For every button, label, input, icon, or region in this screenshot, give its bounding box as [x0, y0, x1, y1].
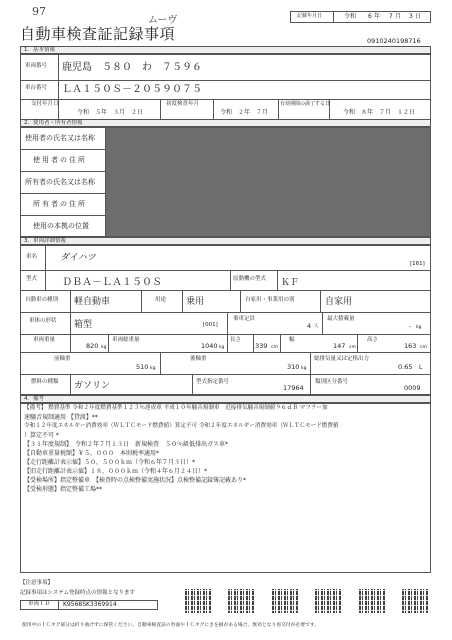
- section-user-owner-header: 2．使用者・所有者情報: [20, 119, 431, 127]
- issue-year: 6: [368, 13, 372, 20]
- body-shape-value: 箱型: [74, 320, 93, 330]
- max-load-label: 最大積載量: [327, 316, 355, 322]
- car-id-label: 車両ＩＤ: [28, 601, 51, 607]
- user-address-label: 使用者の住所: [33, 156, 87, 164]
- model-label: 型式: [26, 276, 38, 282]
- fuel-type-label: 燃料の種類: [31, 379, 59, 385]
- expiry-date-value: 令和 ８年 ７月 １２日: [343, 109, 416, 116]
- vehicle-weight-label: 車両重量: [33, 337, 56, 343]
- model-value: ＤＢＡ－ＬＡ１５０Ｓ: [62, 277, 162, 288]
- private-business-label: 自家用・事業用の別: [245, 297, 295, 303]
- engine-model-value: ＫＦ: [281, 278, 300, 288]
- section-basic-header: 1．基本情報: [20, 46, 431, 54]
- remark-line: 令和１２年度エネルギー消費効率（ＷＬＴＣモード燃費値）算定不可 令和２年度エネルギー消費効率（ＷＬＴＣモード燃費値: [24, 423, 339, 429]
- fuel-type-value: ガソリン: [74, 381, 111, 391]
- notes-text: 記録事項はシステム登録時点の情報となります: [20, 590, 135, 596]
- qr-code-3: [272, 589, 298, 613]
- gross-weight-value: 1040: [201, 342, 218, 350]
- body-shape-code: [001]: [203, 322, 218, 328]
- rear-axle-label: 後軸重: [190, 356, 207, 362]
- engine-model-label: 原動機の型式: [233, 276, 267, 282]
- remark-line: 【備考】 燃費基準 令和２年度燃費基準１２３％達成車 平成１０年騒音規制車 近接排気騒音規制値９６ｄＢ マフラー加: [24, 405, 328, 411]
- chassis-number-value: ＬＡ１５０Ｓ－２０５９０７５: [62, 84, 202, 95]
- user-name-label: 使用者の氏名又は名称: [25, 134, 95, 142]
- document-number: 0910240198716: [367, 37, 421, 45]
- notes-title: 【注意事項】: [20, 580, 54, 586]
- capacity-label: 乗車定員: [233, 316, 256, 322]
- displacement-value: 0.65: [398, 363, 413, 371]
- section-vehicle-header: 3．車両詳細情報: [20, 237, 431, 245]
- qr-code-2: [228, 589, 254, 613]
- capacity-value: 4: [307, 322, 312, 330]
- vehicle-weight-value: 820: [86, 342, 99, 350]
- type-designation-label: 型式指定番号: [196, 379, 230, 385]
- registration-number-label: 車両番号: [25, 63, 48, 69]
- chassis-number-label: 車台番号: [25, 85, 48, 91]
- issued-date-label: 交付年月日: [31, 101, 59, 107]
- remark-line: 速騒音規制適用 【貸渡】**: [24, 414, 98, 421]
- remark-line: 【受検形態】指定整備工場**: [24, 486, 103, 493]
- maker-label: 車名: [26, 254, 38, 260]
- first-registration-value: 令和 ２年 ７月: [220, 109, 269, 116]
- handwritten-note-right: ムーヴ: [148, 15, 178, 26]
- use-value: 乗用: [186, 297, 205, 307]
- height-value: 163: [404, 342, 417, 350]
- max-load-value: -: [409, 322, 412, 330]
- registration-number-value: 鹿児島 ５８０ わ ７５９６: [62, 62, 202, 73]
- length-value: 339: [255, 342, 268, 350]
- class-number-label: 類別区分番号: [315, 379, 349, 385]
- remark-line: ）算定不可 *: [24, 432, 59, 439]
- qr-code-5: [359, 589, 385, 613]
- bottom-note: 使用中のＩＣタグ部分は折り曲げずに保管ください。自動車検査証の券面やＩＣタグにきを損がある場合、無効となり再交付が必要です。: [22, 623, 320, 628]
- remark-line: 【自動車重量税額】￥５，０００ 本則税率適用*: [24, 450, 160, 457]
- displacement-label: 総排気量又は定格出力: [314, 356, 370, 362]
- rear-axle-value: 310: [287, 363, 300, 371]
- use-label: 用途: [155, 297, 167, 303]
- issue-month: 7: [389, 13, 393, 20]
- issue-day: 3: [409, 13, 413, 20]
- width-value: 147: [333, 342, 346, 350]
- class-number-value: 0009: [404, 384, 421, 392]
- remark-line: 【走行距離計表示値】５０，５００ｋｍ（令和６年７月３日）*: [24, 459, 196, 466]
- owner-name-label: 所有者の氏名又は名称: [25, 178, 95, 186]
- maker-value: ダイハツ: [60, 253, 96, 263]
- body-shape-label: 車体の形状: [29, 318, 57, 324]
- remark-line: 【３１年度規制】 令和２年７月１３日 新規検査 ５０％級低排出ガス車*: [24, 441, 229, 448]
- expiry-date-label: 有効期間の満了する日: [280, 101, 331, 107]
- maker-code: [161]: [410, 261, 425, 267]
- front-axle-label: 前軸重: [54, 356, 71, 362]
- front-axle-value: 510: [136, 363, 149, 371]
- qr-code-6: [402, 589, 428, 613]
- redacted-personal-info: [106, 128, 430, 236]
- type-designation-value: 17964: [283, 384, 304, 392]
- private-business-value: 自家用: [325, 297, 353, 307]
- base-location-label: 使用の本拠の位置: [33, 222, 89, 230]
- handwritten-note-left: 97: [32, 5, 46, 18]
- issue-era: 令和: [344, 13, 357, 20]
- width-label: 幅: [289, 337, 295, 343]
- qr-code-4: [315, 589, 341, 613]
- length-label: 長さ: [230, 337, 242, 343]
- first-registration-label: 初度検査年月: [166, 101, 200, 107]
- section-remarks-header: 4．備考: [20, 395, 431, 403]
- vehicle-kind-value: 軽自動車: [74, 297, 111, 307]
- gross-weight-label: 車両総重量: [112, 337, 140, 343]
- remark-line: 【旧走行距離計表示値】１８，０００ｋｍ（令和４年６月２４日）*: [24, 468, 208, 475]
- document-title: 自動車検査証記録事項: [20, 25, 176, 43]
- vehicle-kind-label: 自動車の種別: [25, 297, 59, 303]
- owner-address-label: 所有者の住所: [33, 200, 87, 208]
- qr-code-1: [185, 589, 211, 613]
- car-id-value: K9568SK3369914: [63, 601, 117, 608]
- remark-line: 【受検場所】指定整備車 【検査時の点検整備実施状況】点検整備記録簿記載あり*: [24, 477, 247, 484]
- issue-date-label: 記載年月日: [297, 13, 323, 19]
- issued-date-value: 令和 ５年 ３月 ２日: [77, 109, 144, 116]
- height-label: 高さ: [367, 337, 379, 343]
